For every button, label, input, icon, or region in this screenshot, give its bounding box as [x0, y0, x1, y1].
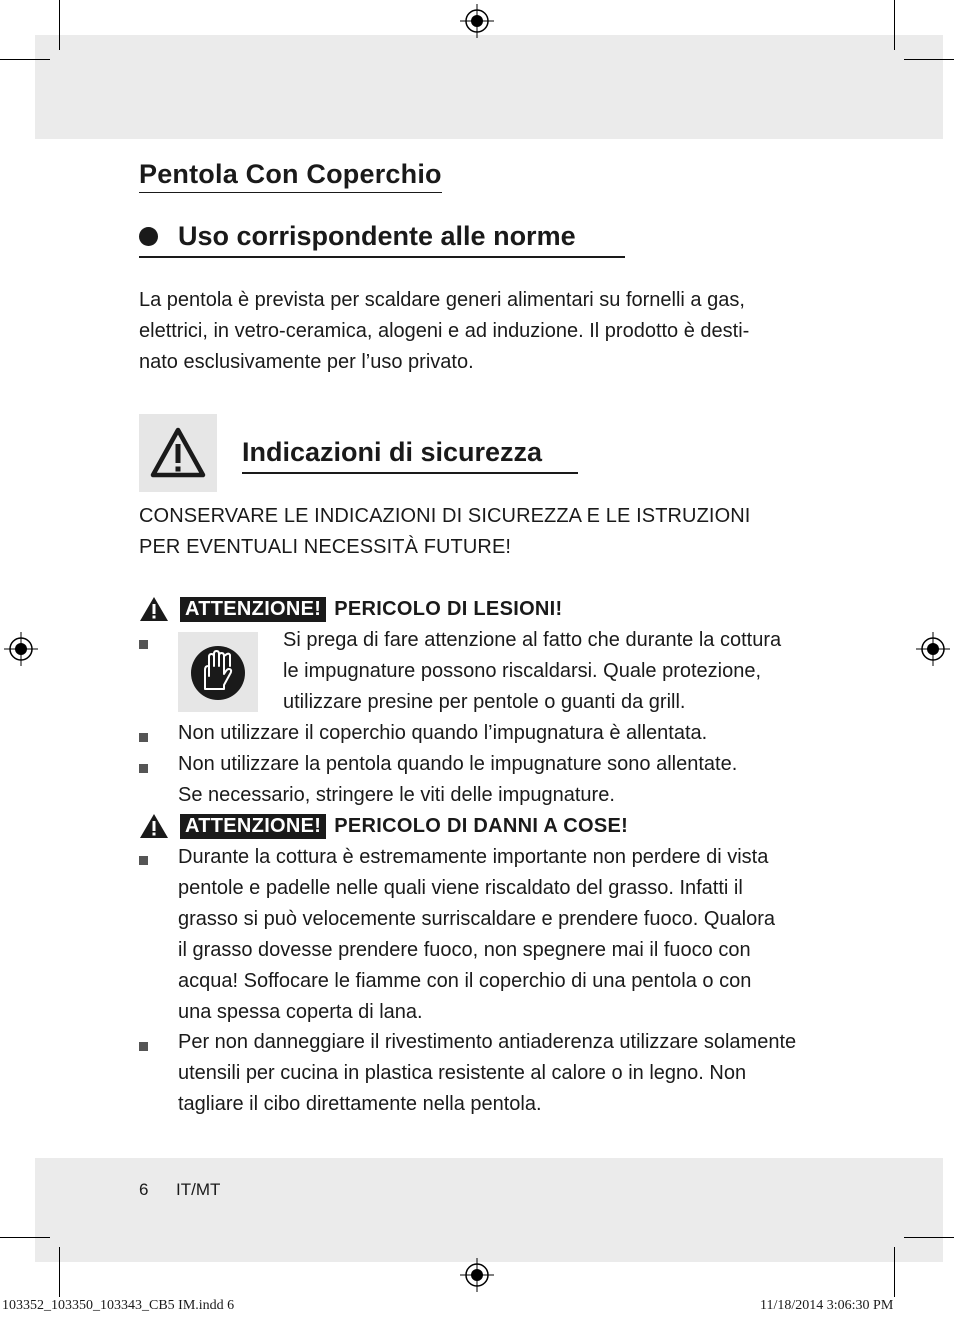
text-line: Non utilizzare la pentola quando le impugnature sono allentate. [178, 753, 738, 775]
warning-triangle-icon [139, 596, 169, 622]
print-slug-datetime: 11/18/2014 3:06:30 PM [760, 1298, 894, 1313]
warning-triangle-icon [139, 813, 169, 839]
list-item [178, 1027, 796, 1120]
usage-paragraph [139, 285, 749, 378]
heading-underline [242, 472, 578, 474]
language-code: IT/MT [176, 1180, 221, 1199]
warning-title: PERICOLO DI DANNI A COSE! [334, 814, 629, 837]
list-item [178, 842, 775, 1028]
crop-mark [59, 1247, 60, 1297]
text-line: nato esclusivamente per l’uso privato. [139, 351, 474, 373]
crop-mark [0, 59, 50, 60]
crop-mark [904, 59, 954, 60]
crop-mark [904, 1237, 954, 1238]
crop-mark [894, 1247, 895, 1297]
text-line: pentole e padelle nelle quali viene riscaldato del grasso. Infatti il [178, 877, 743, 899]
bullet-square-icon [139, 640, 148, 649]
text-line: una spessa coperta di lana. [178, 1001, 423, 1023]
crop-mark [0, 1237, 50, 1238]
section-heading-safety: Indicazioni di sicurezza [242, 437, 543, 467]
registration-mark-icon [460, 1258, 494, 1292]
list-item [178, 718, 707, 749]
header-band [35, 35, 943, 139]
text-line: Durante la cottura è estremamente importante non perdere di vista [178, 846, 769, 868]
text-line: utilizzare presine per pentole o guanti da grill. [283, 691, 686, 713]
warning-title: PERICOLO DI LESIONI! [334, 597, 563, 620]
text-line: elettrici, in vetro-ceramica, alogeni e ad induzione. Il prodotto è desti- [139, 320, 750, 342]
text-line: Per non danneggiare il rivestimento antiaderenza utilizzare solamente [178, 1031, 797, 1053]
heading-underline [139, 256, 625, 258]
crop-mark [59, 0, 60, 50]
bullet-square-icon [139, 733, 148, 742]
text-line: PER EVENTUALI NECESSITÀ FUTURE! [139, 536, 512, 558]
bullet-square-icon [139, 764, 148, 773]
text-line: CONSERVARE LE INDICAZIONI DI SICUREZZA E LE ISTRUZIONI [139, 505, 751, 527]
page-number: 6 [139, 1180, 149, 1199]
text-line: La pentola è prevista per scaldare generi alimentari su fornelli a gas, [139, 289, 745, 311]
protective-gloves-icon [178, 632, 258, 712]
bullet-square-icon [139, 1042, 148, 1051]
attention-badge: ATTENZIONE! [180, 597, 326, 622]
registration-mark-icon [460, 4, 494, 38]
bullet-square-icon [139, 856, 148, 865]
registration-mark-icon [916, 632, 950, 666]
warning-triangle-icon [139, 414, 217, 492]
text-line: le impugnature possono riscaldarsi. Quale protezione, [283, 660, 762, 682]
section-heading-usage: Uso corrispondente alle norme [178, 221, 576, 251]
footer-band [35, 1158, 943, 1262]
warning-header-damage [139, 813, 628, 839]
bullet-dot-icon [139, 227, 158, 246]
text-line: Si prega di fare attenzione al fatto che durante la cottura [283, 629, 782, 651]
text-line: Se necessario, stringere le viti delle impugnature. [178, 784, 615, 806]
page-title: Pentola Con Coperchio [139, 158, 442, 193]
text-line: utensili per cucina in plastica resistente al calore o in legno. Non [178, 1062, 747, 1084]
attention-badge: ATTENZIONE! [180, 814, 326, 839]
registration-mark-icon [4, 632, 38, 666]
crop-mark [894, 0, 895, 50]
safety-notice [139, 501, 750, 563]
list-item [178, 749, 737, 811]
text-line: Non utilizzare il coperchio quando l’impugnatura è allentata. [178, 722, 708, 744]
text-line: il grasso dovesse prendere fuoco, non spegnere mai il fuoco con [178, 939, 751, 961]
text-line: tagliare il cibo direttamente nella pentola. [178, 1093, 542, 1115]
text-line: grasso si può velocemente surriscaldare e prendere fuoco. Qualora [178, 908, 775, 930]
list-item [283, 625, 781, 718]
warning-header-injury [139, 596, 563, 622]
print-slug-file: 103352_103350_103343_CB5 IM.indd 6 [2, 1298, 235, 1313]
text-line: acqua! Soffocare le fiamme con il coperchio di una pentola o con [178, 970, 752, 992]
